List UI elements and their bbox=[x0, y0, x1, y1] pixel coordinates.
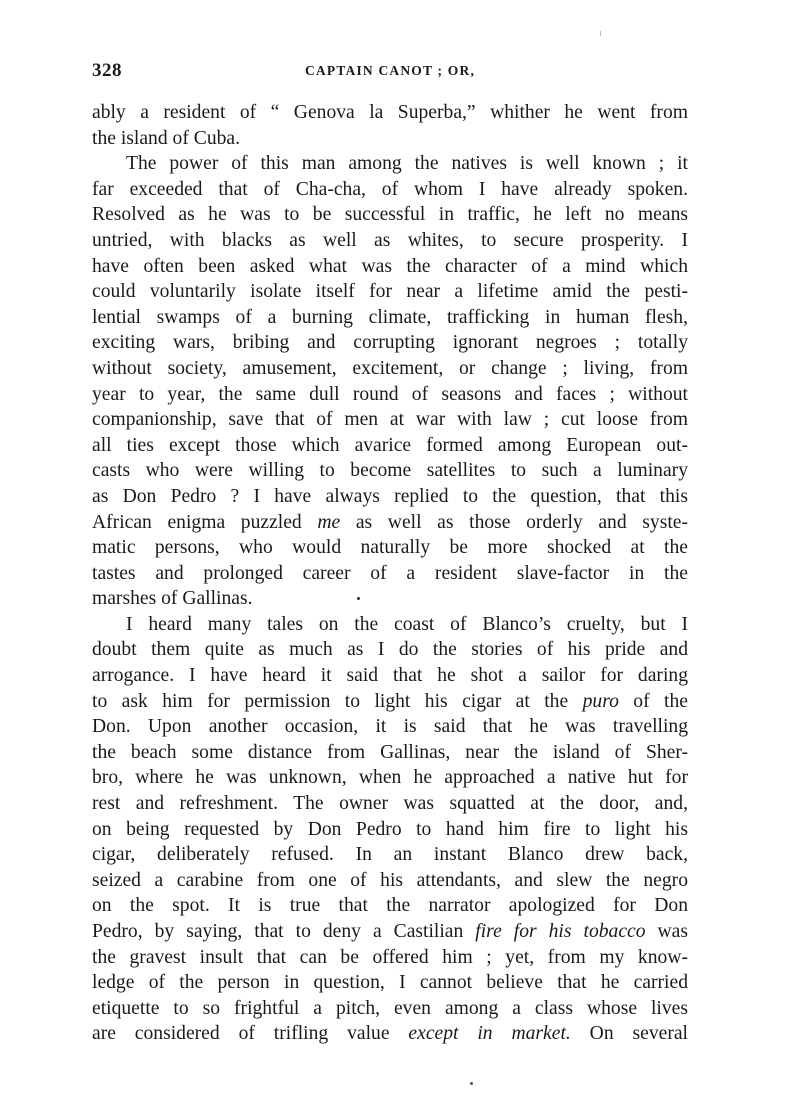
text-run: matic persons, who would naturally be more shocked at the bbox=[92, 537, 688, 559]
text-run: ledge of the person in question, I cannot believe that he carried bbox=[92, 972, 688, 994]
text-line bbox=[92, 612, 688, 638]
text-run: The power of this man among the natives is well known ; it bbox=[126, 153, 688, 175]
text-line bbox=[92, 893, 688, 919]
text-run: rest and refreshment. The owner was squatted at the door, and, bbox=[92, 793, 688, 815]
text-run: I heard many tales on the coast of Blanco’s cruelty, but I bbox=[126, 613, 688, 635]
text-line bbox=[92, 970, 688, 996]
text-line bbox=[92, 433, 688, 459]
text-line bbox=[92, 791, 688, 817]
text-run: without society, amusement, excitement, or change ; living, from bbox=[92, 357, 688, 379]
text-line bbox=[92, 100, 688, 126]
text-line bbox=[92, 356, 688, 382]
text-line bbox=[92, 228, 688, 254]
text-run: of the bbox=[618, 690, 688, 712]
text-line bbox=[92, 945, 688, 971]
text-run: as Don Pedro ? I have always replied to the question, that this bbox=[92, 485, 688, 507]
text-run: untried, with blacks as well as whites, to secure prosperity. I bbox=[92, 229, 688, 251]
text-line bbox=[92, 254, 688, 280]
text-line bbox=[92, 1021, 688, 1047]
text-run: marshes of Gallinas. bbox=[92, 588, 253, 610]
text-line bbox=[92, 151, 688, 177]
text-line bbox=[92, 407, 688, 433]
text-run: all ties except those which avarice formed among European out- bbox=[92, 434, 688, 456]
text-line bbox=[92, 586, 688, 612]
text-run: doubt them quite as much as I do the stories of his pride and bbox=[92, 639, 688, 661]
text-line bbox=[92, 177, 688, 203]
text-line bbox=[92, 637, 688, 663]
text-run: far exceeded that of Cha-cha, of whom I have already spoken. bbox=[92, 178, 688, 200]
text-line bbox=[92, 535, 688, 561]
text-run: Don. Upon another occasion, it is said that he was travelling bbox=[92, 716, 688, 738]
page-header bbox=[92, 60, 688, 84]
scan-mark bbox=[600, 31, 601, 36]
text-line bbox=[92, 765, 688, 791]
text-run: cigar, deliberately refused. In an instant Blanco drew back, bbox=[92, 844, 688, 866]
text-run: ably a resident of “ Genova la Superba,” whither he went from bbox=[92, 102, 688, 123]
text-line bbox=[92, 919, 688, 945]
text-run: as well as those orderly and syste- bbox=[340, 511, 688, 533]
text-line bbox=[92, 279, 688, 305]
text-run: casts who were willing to become satellites to such a luminary bbox=[92, 460, 688, 482]
text-line bbox=[92, 458, 688, 484]
text-run: companionship, save that of men at war with law ; cut loose from bbox=[92, 409, 688, 431]
text-run: the island of Cuba. bbox=[92, 127, 241, 149]
italic-run: fire for his tobacco bbox=[475, 921, 646, 942]
text-run: African enigma puzzled bbox=[92, 511, 318, 533]
text-line bbox=[92, 561, 688, 587]
text-run: could voluntarily isolate itself for near a lifetime amid the pesti- bbox=[92, 281, 688, 303]
text-run: Resolved as he was to be successful in traffic, he left no means bbox=[92, 204, 688, 226]
text-line bbox=[92, 330, 688, 356]
text-line bbox=[92, 663, 688, 689]
text-line bbox=[92, 996, 688, 1022]
text-run: was bbox=[645, 921, 688, 942]
text-line bbox=[92, 126, 688, 152]
italic-run: except in market. bbox=[408, 1023, 571, 1045]
text-line bbox=[92, 740, 688, 766]
text-run: Pedro, by saying, that to deny a Castilian bbox=[92, 921, 476, 942]
text-run: seized a carabine from one of his attendants, and slew the negro bbox=[92, 869, 688, 891]
italic-run: puro bbox=[582, 690, 619, 712]
text-run: lential swamps of a burning climate, trafficking in human flesh, bbox=[92, 306, 688, 328]
text-run: etiquette to so frightful a pitch, even among a class whose lives bbox=[92, 997, 688, 1019]
text-run: on being requested by Don Pedro to hand him fire to light his bbox=[92, 818, 688, 840]
text-line bbox=[92, 305, 688, 331]
text-run: On several bbox=[570, 1023, 688, 1045]
text-run: the gravest insult that can be offered him ; yet, from my know- bbox=[92, 946, 688, 968]
scan-mark bbox=[470, 1082, 473, 1085]
text-line bbox=[92, 817, 688, 843]
text-run: tastes and prolonged career of a resident slave-factor in the bbox=[92, 562, 688, 584]
text-line bbox=[92, 842, 688, 868]
running-head: CAPTAIN CANOT ; OR, bbox=[304, 63, 476, 78]
text-line bbox=[92, 689, 688, 715]
ink-speck bbox=[357, 597, 360, 600]
text-run: on the spot. It is true that the narrator apologized for Don bbox=[92, 895, 688, 917]
text-line bbox=[92, 382, 688, 408]
text-run: exciting wars, bribing and corrupting ignorant negroes ; totally bbox=[92, 332, 688, 354]
text-run: the beach some distance from Gallinas, near the island of Sher- bbox=[92, 741, 688, 763]
text-run: bro, where he was unknown, when he approached a native hut for bbox=[92, 767, 688, 789]
text-run: have often been asked what was the character of a mind which bbox=[92, 255, 688, 277]
body-text bbox=[92, 100, 688, 1047]
text-line bbox=[92, 510, 688, 536]
text-run: are considered of trifling value bbox=[92, 1023, 409, 1045]
italic-run: me bbox=[317, 511, 341, 533]
text-line bbox=[92, 868, 688, 894]
text-line bbox=[92, 484, 688, 510]
text-line bbox=[92, 714, 688, 740]
text-run: year to year, the same dull round of seasons and faces ; without bbox=[92, 383, 688, 405]
text-run: arrogance. I have heard it said that he shot a sailor for daring bbox=[92, 665, 688, 687]
text-line bbox=[92, 202, 688, 228]
text-run: to ask him for permission to light his cigar at the bbox=[92, 690, 583, 712]
page-number: 328 bbox=[92, 60, 122, 81]
